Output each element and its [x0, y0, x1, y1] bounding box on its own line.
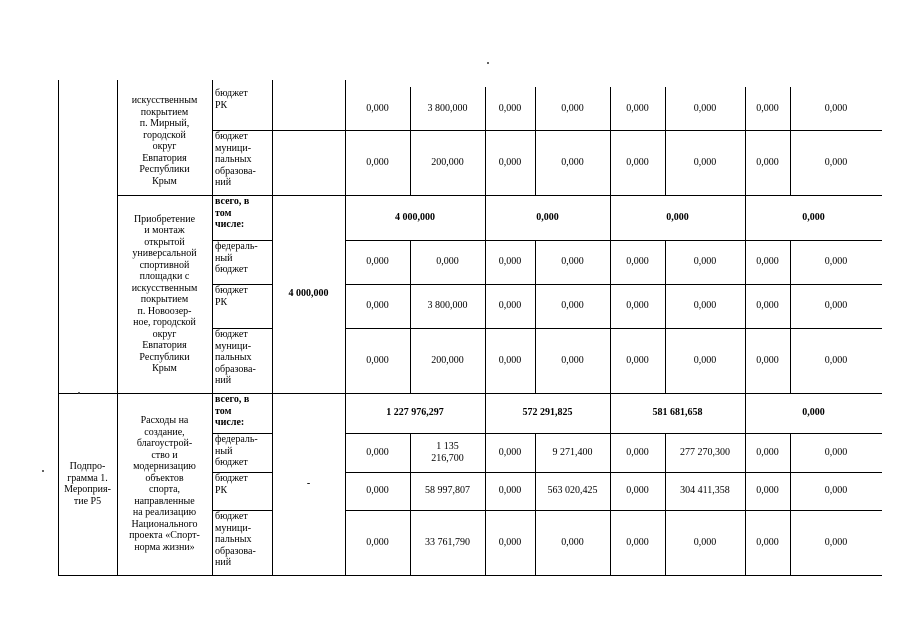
amount-cell: 33 761,790	[425, 536, 470, 548]
total-amount: -	[306, 478, 311, 490]
year-total: 572 291,825	[522, 407, 573, 419]
amount-cell: 0,000	[366, 102, 389, 114]
total-label: всего, в том числе:	[215, 196, 250, 230]
amount-cell: 200,000	[431, 354, 464, 366]
amount-cell: 0,000	[626, 485, 649, 497]
amount-cell: 0,000	[561, 536, 584, 548]
amount-cell: 0,000	[366, 354, 389, 366]
year-total: 0,000	[802, 211, 825, 223]
amount-cell: 0,000	[498, 256, 522, 268]
total-label: всего, в том числе:	[215, 394, 250, 428]
amount-cell: 0,000	[824, 536, 848, 548]
table-rule-v	[212, 80, 213, 575]
amount-cell: 0,000	[561, 156, 584, 168]
amount-cell: 0,000	[756, 256, 779, 268]
amount-cell: 0,000	[756, 536, 779, 548]
amount-cell: 0,000	[756, 102, 779, 114]
funding-source: бюджет муници- пальных образова- ний	[215, 511, 256, 568]
amount-cell: 0,000	[756, 300, 779, 312]
scan-speck	[42, 470, 44, 472]
amount-cell: 0,000	[626, 102, 649, 114]
table-rule-v	[58, 80, 59, 393]
amount-cell: 277 270,300	[680, 446, 730, 458]
funding-source: бюджет РК	[215, 473, 248, 496]
amount-cell: 3 800,000	[427, 102, 468, 114]
year-total: 0,000	[536, 211, 559, 223]
amount-cell: 1 135 216,700	[431, 441, 464, 464]
amount-cell: 0,000	[498, 446, 522, 458]
funding-source: бюджет РК	[215, 88, 248, 111]
amount-cell: 0,000	[561, 256, 584, 268]
year-total: 0,000	[666, 211, 689, 223]
amount-cell: 0,000	[693, 102, 717, 114]
amount-cell: 0,000	[693, 300, 717, 312]
amount-cell: 9 271,400	[552, 446, 593, 458]
year-total: 4 000,000	[395, 211, 435, 223]
amount-cell: 0,000	[693, 536, 717, 548]
year-total: 0,000	[802, 407, 825, 419]
amount-cell: 0,000	[366, 485, 389, 497]
amount-cell: 0,000	[756, 446, 779, 458]
amount-cell: 0,000	[561, 354, 584, 366]
amount-cell: 0,000	[498, 300, 522, 312]
amount-cell: 0,000	[366, 256, 389, 268]
amount-cell: 0,000	[498, 102, 522, 114]
amount-cell: 0,000	[824, 256, 848, 268]
work-item-name-novoozernoe: Приобретение и монтаж открытой универсальной спортивной площадки с искусственным покрытием п. Новоозер- ное, городской округ Евпатория Республики Крым	[131, 213, 198, 374]
funding-source: бюджет муници- пальных образова- ний	[215, 131, 256, 188]
funding-source: федераль- ный бюджет	[215, 241, 258, 275]
work-item-name-sport: Расходы на создание, благоустрой- ство и модернизацию объектов спорта, направленные на реализацию Национального проекта «Спорт- норма жизни»	[129, 415, 200, 553]
amount-cell: 0,000	[498, 354, 522, 366]
amount-cell: 0,000	[693, 256, 717, 268]
amount-cell: 0,000	[366, 536, 389, 548]
amount-cell: 3 800,000	[427, 300, 468, 312]
funding-source: бюджет муници- пальных образова- ний	[215, 329, 256, 386]
amount-cell: 0,000	[824, 102, 848, 114]
scan-speck	[487, 62, 489, 64]
amount-cell: 0,000	[824, 485, 848, 497]
amount-cell: 0,000	[693, 156, 717, 168]
amount-cell: 0,000	[626, 446, 649, 458]
amount-cell: 0,000	[824, 300, 848, 312]
amount-cell: 0,000	[626, 300, 649, 312]
amount-cell: 0,000	[561, 300, 584, 312]
table-rule-h	[58, 575, 882, 576]
amount-cell: 58 997,807	[425, 485, 470, 497]
year-total: 581 681,658	[652, 407, 703, 419]
amount-cell: 563 020,425	[547, 485, 598, 497]
program-label: Подпро- грамма 1. Мероприя- тие Р5	[64, 461, 111, 507]
amount-cell: 0,000	[756, 156, 779, 168]
table-rule-v	[117, 80, 118, 575]
amount-cell: 0,000	[498, 536, 522, 548]
amount-cell: 0,000	[366, 446, 389, 458]
total-amount: 4 000,000	[288, 288, 329, 300]
funding-source: бюджет РК	[215, 285, 248, 308]
amount-cell: 0,000	[626, 256, 649, 268]
amount-cell: 0,000	[498, 156, 522, 168]
scan-speck	[78, 392, 80, 394]
amount-cell: 0,000	[561, 102, 584, 114]
amount-cell: 0,000	[366, 156, 389, 168]
funding-source: федераль- ный бюджет	[215, 434, 258, 468]
amount-cell: 0,000	[626, 156, 649, 168]
amount-cell: 200,000	[431, 156, 464, 168]
amount-cell: 0,000	[693, 354, 717, 366]
amount-cell: 0,000	[498, 485, 522, 497]
amount-cell: 0,000	[824, 446, 848, 458]
amount-cell: 0,000	[824, 156, 848, 168]
amount-cell: 0,000	[626, 354, 649, 366]
amount-cell: 304 411,358	[680, 485, 730, 497]
amount-cell: 0,000	[626, 536, 649, 548]
work-item-name-mirny: искусственным покрытием п. Мирный, городской округ Евпатория Республики Крым	[131, 95, 198, 187]
amount-cell: 0,000	[436, 256, 459, 268]
amount-cell: 0,000	[756, 354, 779, 366]
amount-cell: 0,000	[824, 354, 848, 366]
amount-cell: 0,000	[756, 485, 779, 497]
amount-cell: 0,000	[366, 300, 389, 312]
year-total: 1 227 976,297	[386, 407, 444, 419]
